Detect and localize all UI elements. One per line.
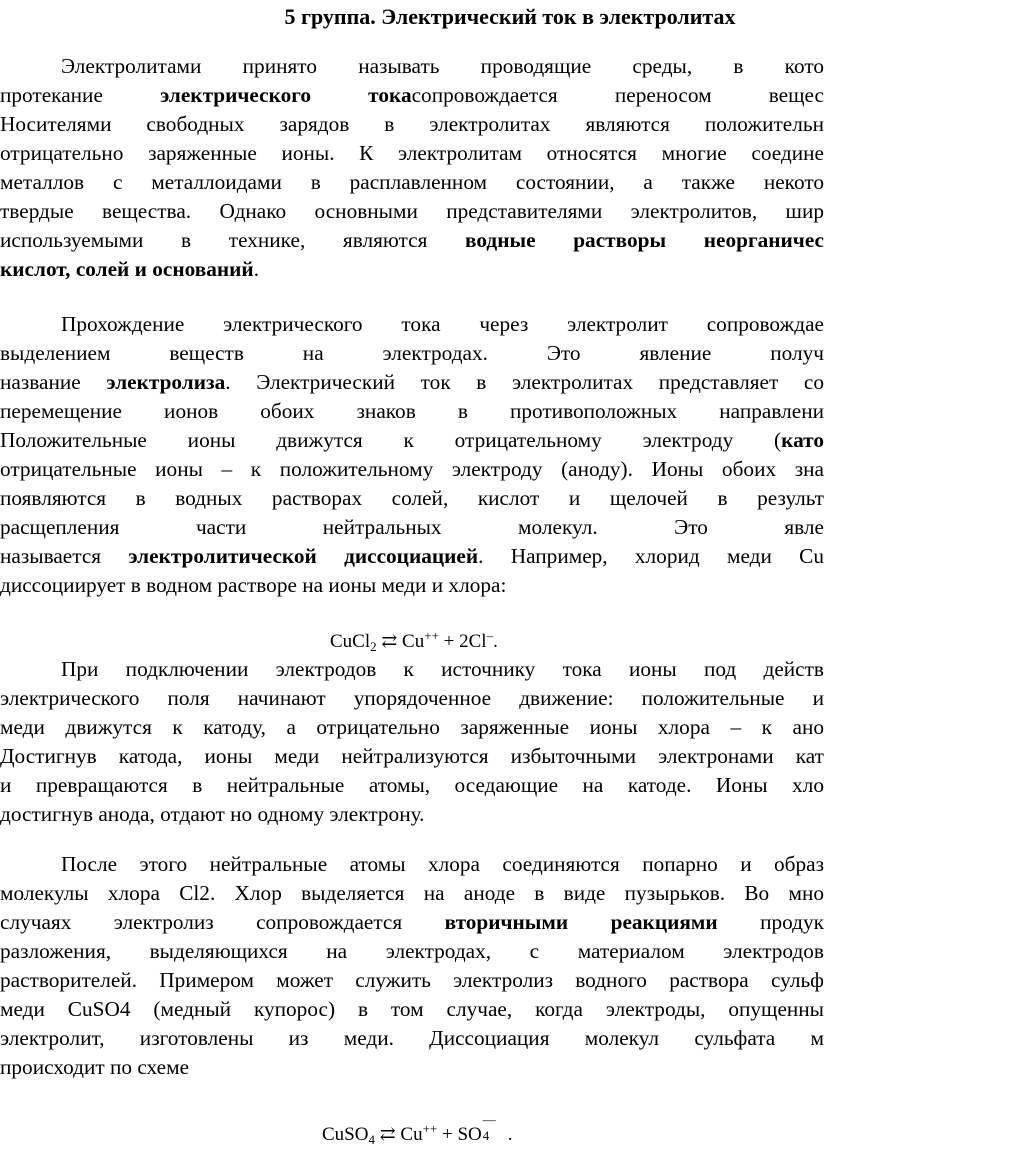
text-run: протекание (0, 83, 161, 107)
bold-term: электролитической диссоциацией (128, 544, 479, 568)
eq1-cation: Cu (402, 631, 425, 652)
eq1-anion: 2Cl (459, 631, 487, 652)
text-line (0, 995, 824, 1024)
text-line (0, 542, 824, 571)
text-run: сопровождается переносом вещес (411, 83, 824, 107)
text-line (0, 684, 824, 713)
text-run: отрицательные ионы – к положительному электроду (аноду). Ионы обоих зна (0, 457, 824, 481)
bold-term: вторичными реакциями (444, 910, 718, 934)
eq2-cation: Cu (400, 1124, 423, 1145)
text-line (0, 742, 824, 771)
text-run: молекулы хлора Cl2. Хлор выделяется на аноде в виде пузырьков. Во мно (0, 881, 824, 905)
text-line (61, 850, 824, 879)
eq1-reactant-sub: 2 (370, 639, 377, 654)
text-line (0, 484, 824, 513)
text-run: . Например, хлорид меди Cu (478, 544, 824, 568)
text-line (0, 908, 824, 937)
text-run: достигнув анода, отдают но одному электрону. (0, 802, 425, 826)
text-line (0, 81, 824, 110)
text-line (61, 52, 824, 81)
text-line (0, 197, 824, 226)
text-run: Достигнув катода, ионы меди нейтрализуются избыточными электронами кат (0, 744, 824, 768)
text-run: твердые вещества. Однако основными представителями электролитов, шир (0, 199, 824, 223)
text-line (0, 139, 824, 168)
text-run: появляются в водных растворах солей, кислот и щелочей в результ (0, 486, 824, 510)
text-line (0, 339, 824, 368)
text-run: электрического поля начинают упорядоченное движение: положительные и (0, 686, 824, 710)
text-line (0, 879, 824, 908)
eq2-anion-scripts (482, 1112, 508, 1143)
bold-term: като (781, 428, 824, 452)
text-line (0, 226, 824, 255)
page-title: 5 группа. Электрический ток в электролитах (284, 4, 736, 29)
text-run: . Электрический ток в электролитах представляет со (225, 370, 825, 394)
eq1-cation-charge: ++ (424, 628, 439, 643)
text-line (0, 455, 824, 484)
text-run: диссоциирует в водном растворе на ионы меди и хлора: (0, 573, 507, 597)
text-line (0, 771, 824, 800)
eq1-plus: + (443, 631, 455, 652)
eq2-arrow: ⇄ (379, 1124, 396, 1145)
text-run: выделением веществ на электродах. Это явление получ (0, 341, 824, 365)
text-run: случаях электролиз сопровождается (0, 910, 445, 934)
text-run: название (0, 370, 107, 394)
text-line (0, 426, 824, 455)
eq1-reactant: CuCl (330, 631, 371, 652)
text-run: используемыми в технике, являются (0, 228, 466, 252)
text-run: При подключении электродов к источнику тока ионы под действ (61, 657, 824, 681)
equation-cucl2-dissociation (330, 624, 498, 659)
eq1-end: . (493, 631, 498, 652)
eq2-reactant: CuSO (322, 1124, 369, 1145)
bold-term: кислот, солей и оснований (0, 257, 254, 281)
text-line (61, 310, 824, 339)
text-run: Носителями свободных зарядов в электролитах являются положительн (0, 112, 824, 136)
text-line (0, 1053, 824, 1082)
text-run: перемещение ионов обоих знаков в противоположных направлени (0, 399, 824, 423)
bold-term: электролиза (106, 370, 226, 394)
eq2-anion-sub: 4 (482, 1128, 490, 1143)
eq2-reactant-sub: 4 (368, 1132, 375, 1147)
text-run: Положительные ионы движутся к отрицательному электроду ( (0, 428, 782, 452)
text-line (0, 1024, 824, 1053)
eq1-arrow: ⇄ (381, 631, 398, 652)
text-line (61, 655, 824, 684)
text-line (0, 713, 824, 742)
eq1-anion-charge: – (486, 628, 494, 643)
text-run: . (253, 257, 260, 281)
text-line (0, 937, 824, 966)
text-run: продук (717, 910, 824, 934)
text-run: отрицательно заряженные ионы. К электролитам относятся многие соедине (0, 141, 824, 165)
text-line (0, 168, 824, 197)
text-run: называется (0, 544, 129, 568)
text-run: меди CuSO4 (медный купорос) в том случае, когда электроды, опущенны (0, 997, 824, 1021)
eq2-end: . (507, 1124, 513, 1145)
text-run: происходит по схеме (0, 1055, 190, 1079)
text-run: Прохождение электрического тока через электролит сопровождае (61, 312, 824, 336)
text-line (0, 800, 824, 829)
eq2-anion: SO (457, 1124, 482, 1145)
text-run: Электролитами принято называть проводящие среды, в кото (61, 54, 824, 78)
text-line (0, 513, 824, 542)
equation-cuso4-dissociation (322, 1112, 513, 1152)
text-run: и превращаются в нейтральные атомы, оседающие на катоде. Ионы хло (0, 773, 824, 797)
bold-term: водные растворы неорганичес (465, 228, 824, 252)
bold-term: электрического тока (160, 83, 412, 107)
text-run: разложения, выделяющихся на электродах, с материалом электродов (0, 939, 824, 963)
eq2-plus: + (442, 1124, 453, 1145)
text-line (0, 368, 824, 397)
eq2-cation-charge: ++ (422, 1121, 438, 1136)
text-run: металлов с металлоидами в расплавленном состоянии, а также некото (0, 170, 824, 194)
text-run: После этого нейтральные атомы хлора соединяются попарно и образ (61, 852, 824, 876)
text-line (0, 397, 824, 426)
text-line (0, 966, 824, 995)
text-line (0, 255, 824, 284)
text-run: электролит, изготовлены из меди. Диссоциация молекул сульфата м (0, 1026, 824, 1050)
eq2-anion-charge: –– (482, 1112, 496, 1127)
text-run: растворителей. Примером может служить электролиз водного раствора сульф (0, 968, 824, 992)
text-line (0, 110, 824, 139)
text-run: расщепления части нейтральных молекул. Это явле (0, 515, 824, 539)
text-run: меди движутся к катоду, а отрицательно заряженные ионы хлора – к ано (0, 715, 824, 739)
text-line (0, 571, 824, 600)
